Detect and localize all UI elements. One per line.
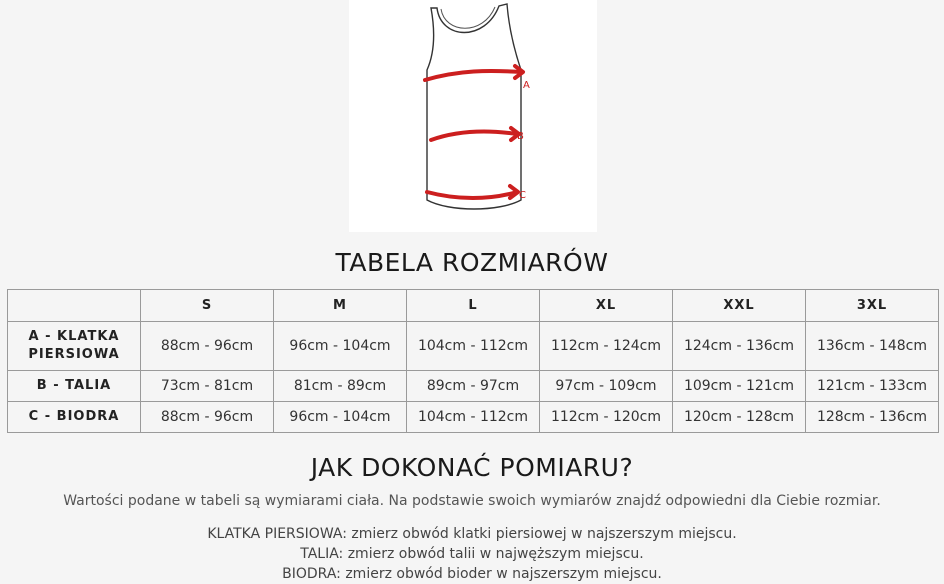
measurement-intro: Wartości podane w tabeli są wymiarami ciała. Na podstawie swoich wymiarów znajdź odpowiedni dla Ciebie rozmiar.: [63, 493, 881, 509]
marker-c: C: [519, 190, 526, 201]
table-cell: 109cm - 121cm: [673, 371, 806, 402]
size-header-l: L: [407, 290, 540, 322]
table-cell: 97cm - 109cm: [540, 371, 673, 402]
instruction-hips: BIODRA: zmierz obwód bioder w najszerszym miejscu.: [282, 566, 662, 582]
size-header-xxl: XXL: [673, 290, 806, 322]
table-cell: 136cm - 148cm: [806, 322, 939, 371]
measurement-guide-title: JAK DOKONAĆ POMIARU?: [310, 453, 634, 482]
instruction-waist: TALIA: zmierz obwód talii w najwęższym miejscu.: [300, 546, 644, 562]
garment-diagram: [349, 0, 597, 232]
header-empty-cell: [8, 290, 141, 322]
table-cell: 96cm - 104cm: [274, 322, 407, 371]
size-header-3xl: 3XL: [806, 290, 939, 322]
size-table-title: TABELA ROZMIARÓW: [335, 248, 609, 277]
table-cell: 88cm - 96cm: [141, 402, 274, 433]
row-label-waist: B - TALIA: [8, 371, 141, 402]
table-cell: 96cm - 104cm: [274, 402, 407, 433]
table-cell: 73cm - 81cm: [141, 371, 274, 402]
table-row-chest: [8, 322, 939, 371]
size-header-m: M: [274, 290, 407, 322]
tank-top-illustration: [349, 0, 597, 232]
table-cell: 128cm - 136cm: [806, 402, 939, 433]
table-cell: 121cm - 133cm: [806, 371, 939, 402]
measurement-instructions: [0, 524, 944, 584]
table-row-hips: [8, 402, 939, 433]
table-cell: 88cm - 96cm: [141, 322, 274, 371]
size-header-xl: XL: [540, 290, 673, 322]
row-label-chest: A - KLATKA PIERSIOWA: [8, 322, 141, 371]
table-cell: 104cm - 112cm: [407, 322, 540, 371]
row-label-hips: C - BIODRA: [8, 402, 141, 433]
table-cell: 81cm - 89cm: [274, 371, 407, 402]
table-row-waist: [8, 371, 939, 402]
instruction-chest: KLATKA PIERSIOWA: zmierz obwód klatki piersiowej w najszerszym miejscu.: [207, 526, 737, 542]
size-header-row: [8, 290, 939, 322]
marker-a: A: [523, 80, 530, 91]
tank-top-outline: [427, 4, 521, 209]
table-cell: 89cm - 97cm: [407, 371, 540, 402]
table-cell: 104cm - 112cm: [407, 402, 540, 433]
table-cell: 112cm - 120cm: [540, 402, 673, 433]
marker-b: B: [517, 131, 524, 142]
table-cell: 120cm - 128cm: [673, 402, 806, 433]
size-table: [7, 289, 939, 433]
table-cell: 124cm - 136cm: [673, 322, 806, 371]
size-header-s: S: [141, 290, 274, 322]
table-cell: 112cm - 124cm: [540, 322, 673, 371]
